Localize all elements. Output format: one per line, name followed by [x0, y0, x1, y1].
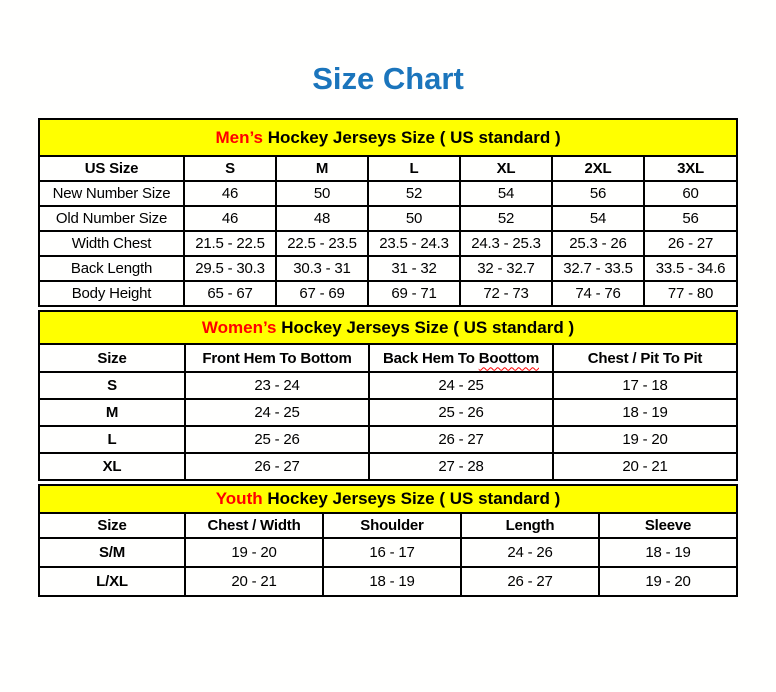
- size-value-cell: 21.5 - 22.5: [184, 231, 276, 256]
- banner-text: Hockey Jerseys Size ( US standard ): [262, 489, 561, 508]
- misspelled-word: Boottom: [478, 349, 539, 367]
- size-value-cell: 20 - 21: [553, 453, 737, 480]
- table-row: [39, 231, 737, 256]
- page-title: Size Chart: [312, 61, 464, 96]
- size-chart-tables: [38, 118, 736, 597]
- size-value-cell: 26 - 27: [185, 453, 369, 480]
- size-value-cell: 26 - 27: [369, 426, 553, 453]
- row-label: Width Chest: [39, 231, 184, 256]
- column-header: Chest / Width: [185, 513, 323, 538]
- table-banner-row: [39, 119, 737, 156]
- table-row: [39, 372, 737, 399]
- size-value-cell: 60: [644, 181, 737, 206]
- size-value-cell: 16 - 17: [323, 538, 461, 567]
- size-value-cell: 22.5 - 23.5: [276, 231, 368, 256]
- column-header: S: [184, 156, 276, 181]
- column-header: Shoulder: [323, 513, 461, 538]
- column-header: [369, 344, 553, 372]
- table-row: [39, 281, 737, 306]
- size-value-cell: 77 - 80: [644, 281, 737, 306]
- size-value-cell: 52: [368, 181, 460, 206]
- size-value-cell: 29.5 - 30.3: [184, 256, 276, 281]
- column-header: Size: [39, 513, 185, 538]
- size-value-cell: 18 - 19: [599, 538, 737, 567]
- size-label: M: [39, 399, 185, 426]
- size-value-cell: 18 - 19: [323, 567, 461, 596]
- size-value-cell: 30.3 - 31: [276, 256, 368, 281]
- youth-banner: [39, 485, 737, 513]
- size-value-cell: 26 - 27: [461, 567, 599, 596]
- column-header: 2XL: [552, 156, 644, 181]
- mens-size-table: [38, 118, 738, 307]
- row-label: Body Height: [39, 281, 184, 306]
- column-header: XL: [460, 156, 552, 181]
- size-value-cell: 27 - 28: [369, 453, 553, 480]
- column-header: 3XL: [644, 156, 737, 181]
- size-value-cell: 46: [184, 206, 276, 231]
- header-row: [39, 156, 737, 181]
- size-label: L/XL: [39, 567, 185, 596]
- size-value-cell: 56: [552, 181, 644, 206]
- size-value-cell: 32.7 - 33.5: [552, 256, 644, 281]
- size-value-cell: 46: [184, 181, 276, 206]
- banner-text: Hockey Jerseys Size ( US standard ): [263, 127, 561, 147]
- size-value-cell: 50: [368, 206, 460, 231]
- youth-size-table: [38, 484, 738, 597]
- size-value-cell: 23.5 - 24.3: [368, 231, 460, 256]
- banner-highlight: Women’s: [201, 317, 277, 337]
- size-value-cell: 23 - 24: [185, 372, 369, 399]
- size-value-cell: 20 - 21: [185, 567, 323, 596]
- size-label: XL: [39, 453, 185, 480]
- size-value-cell: 24.3 - 25.3: [460, 231, 552, 256]
- column-header: Chest / Pit To Pit: [553, 344, 737, 372]
- table-row: [39, 399, 737, 426]
- table-row: [39, 567, 737, 596]
- size-value-cell: 25 - 26: [185, 426, 369, 453]
- size-value-cell: 19 - 20: [553, 426, 737, 453]
- table-row: [39, 256, 737, 281]
- size-value-cell: 56: [644, 206, 737, 231]
- table-row: [39, 426, 737, 453]
- size-value-cell: 17 - 18: [553, 372, 737, 399]
- size-label: S/M: [39, 538, 185, 567]
- size-value-cell: 32 - 32.7: [460, 256, 552, 281]
- column-header: US Size: [39, 156, 184, 181]
- row-label: Old Number Size: [39, 206, 184, 231]
- header-row: [39, 344, 737, 372]
- size-value-cell: 26 - 27: [644, 231, 737, 256]
- banner-highlight: Men’s: [215, 127, 263, 147]
- column-header-text: Back Hem To: [383, 349, 475, 367]
- size-value-cell: 54: [460, 181, 552, 206]
- column-header: Front Hem To Bottom: [185, 344, 369, 372]
- size-value-cell: 72 - 73: [460, 281, 552, 306]
- table-banner-row: [39, 485, 737, 513]
- size-value-cell: 74 - 76: [552, 281, 644, 306]
- size-value-cell: 52: [460, 206, 552, 231]
- size-value-cell: 18 - 19: [553, 399, 737, 426]
- table-row: [39, 206, 737, 231]
- row-label: New Number Size: [39, 181, 184, 206]
- size-value-cell: 24 - 25: [185, 399, 369, 426]
- column-header: Length: [461, 513, 599, 538]
- size-value-cell: 24 - 26: [461, 538, 599, 567]
- table-banner-row: [39, 311, 737, 344]
- column-header: L: [368, 156, 460, 181]
- mens-banner: [39, 119, 737, 156]
- size-label: S: [39, 372, 185, 399]
- size-value-cell: 67 - 69: [276, 281, 368, 306]
- size-value-cell: 69 - 71: [368, 281, 460, 306]
- size-value-cell: 25.3 - 26: [552, 231, 644, 256]
- size-value-cell: 24 - 25: [369, 372, 553, 399]
- size-value-cell: 50: [276, 181, 368, 206]
- size-value-cell: 54: [552, 206, 644, 231]
- size-value-cell: 25 - 26: [369, 399, 553, 426]
- column-header: M: [276, 156, 368, 181]
- table-row: [39, 181, 737, 206]
- column-header: Size: [39, 344, 185, 372]
- banner-highlight: Youth: [215, 489, 263, 508]
- column-header: Sleeve: [599, 513, 737, 538]
- womens-size-table: [38, 310, 738, 481]
- row-label: Back Length: [39, 256, 184, 281]
- table-row: [39, 453, 737, 480]
- table-row: [39, 538, 737, 567]
- size-value-cell: 48: [276, 206, 368, 231]
- size-value-cell: 31 - 32: [368, 256, 460, 281]
- size-value-cell: 33.5 - 34.6: [644, 256, 737, 281]
- womens-banner: [39, 311, 737, 344]
- size-label: L: [39, 426, 185, 453]
- size-value-cell: 19 - 20: [599, 567, 737, 596]
- size-value-cell: 19 - 20: [185, 538, 323, 567]
- size-value-cell: 65 - 67: [184, 281, 276, 306]
- banner-text: Hockey Jerseys Size ( US standard ): [276, 317, 575, 337]
- header-row: [39, 513, 737, 538]
